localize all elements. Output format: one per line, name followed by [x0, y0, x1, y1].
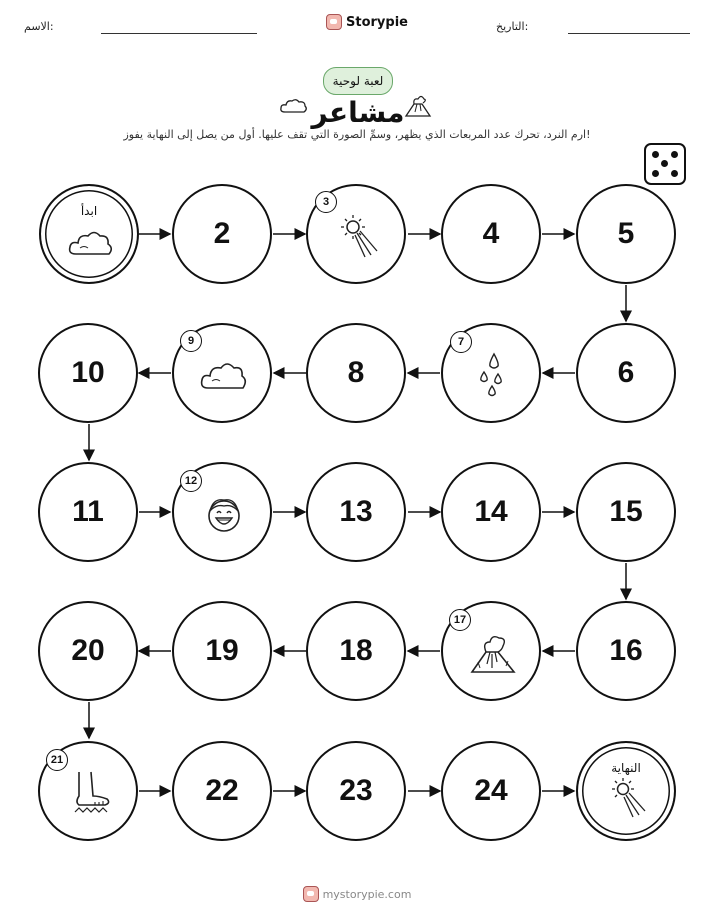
name-line[interactable]: [101, 33, 257, 34]
start-cell: [39, 184, 139, 284]
board-cell: 24: [441, 741, 541, 841]
board-cell: 14: [441, 462, 541, 562]
brand-logo: [326, 14, 408, 30]
volcano-icon: [468, 628, 518, 678]
board-cell: 16: [576, 601, 676, 701]
board-cell: 23: [306, 741, 406, 841]
laughing-face-icon: [199, 489, 249, 539]
date-label: التاريخ:: [496, 20, 529, 33]
cell-number-badge: 17: [449, 609, 471, 631]
board-cell: 4: [441, 184, 541, 284]
name-label: الاسم:: [24, 20, 54, 33]
sun-icon: [333, 211, 383, 261]
finish-label: النهاية: [611, 761, 641, 775]
cell-number-badge: 12: [180, 470, 202, 492]
board-cell: 13: [306, 462, 406, 562]
board-cell: 11: [38, 462, 138, 562]
board-cell: 19: [172, 601, 272, 701]
footer-url[interactable]: mystorypie.com: [322, 887, 412, 901]
date-line[interactable]: [568, 33, 690, 34]
instructions: ارم النرد، تحرك عدد المربعات الذي يظهر، وسمِّ الصورة التي تقف عليها. أول من يصل إلى النهاية يفوز!: [123, 128, 591, 141]
sun-icon: [603, 775, 653, 825]
drops-icon: [468, 350, 518, 400]
volcano-icon: [404, 92, 432, 118]
stomping-foot-icon: [65, 768, 115, 818]
board-cell: 15: [576, 462, 676, 562]
game-type-badge: لعبة لوحية: [323, 67, 393, 95]
finish-cell: [576, 741, 676, 841]
cloud-icon: [66, 218, 116, 268]
start-label: ابدأ: [80, 204, 98, 218]
storypie-logo-icon: [303, 886, 319, 902]
brand-name: Storypie: [346, 14, 408, 30]
storypie-logo-icon: [326, 14, 342, 30]
board-cell: 18: [306, 601, 406, 701]
cloud-icon: [199, 350, 249, 400]
board-cell: 10: [38, 323, 138, 423]
cell-number-badge: 9: [180, 330, 202, 352]
cell-number-badge: 7: [450, 331, 472, 353]
board-cell: 20: [38, 601, 138, 701]
board-cell: 2: [172, 184, 272, 284]
die-icon: [644, 143, 686, 185]
board-cell: 22: [172, 741, 272, 841]
cell-number-badge: 21: [46, 749, 68, 771]
board-cell: 5: [576, 184, 676, 284]
board-cell: 6: [576, 323, 676, 423]
footer: [0, 886, 714, 902]
page-title: مشاعر: [311, 96, 405, 129]
cell-number-badge: 3: [315, 191, 337, 213]
board-cell: 8: [306, 323, 406, 423]
